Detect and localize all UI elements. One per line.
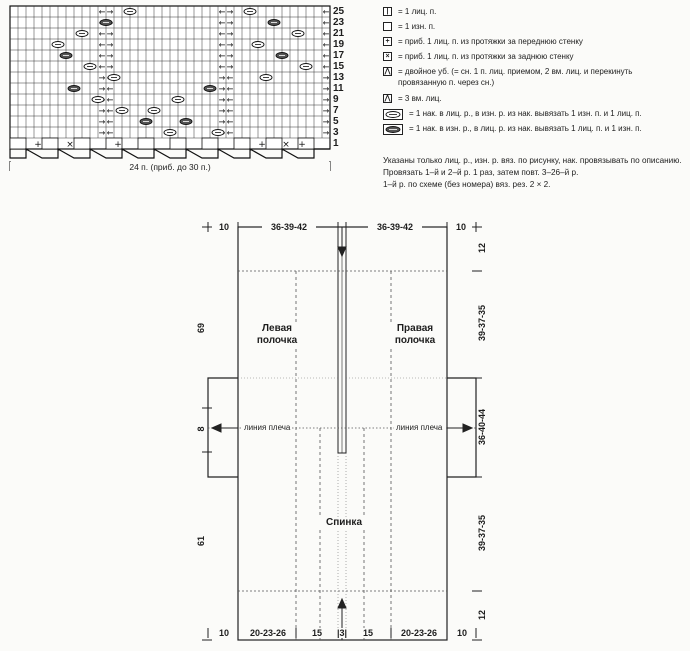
legend-row <box>383 51 683 66</box>
legend-row <box>383 123 683 138</box>
chart-width-label: 24 п. (приб. до 30 п.) <box>10 162 330 172</box>
chart-arrow: ← <box>106 106 114 116</box>
chart-arrow: → <box>322 106 330 116</box>
chart-arrow: ← <box>218 29 226 39</box>
chart-arrow: ← <box>98 29 106 39</box>
chart-arrow: → <box>226 7 234 17</box>
chart-arrow: → <box>226 29 234 39</box>
oval-icon <box>383 109 403 120</box>
chart-arrow: ← <box>322 29 330 39</box>
double-dec-icon: ⋀ <box>384 68 391 75</box>
legend-row <box>383 66 683 93</box>
inc-front-icon: + <box>383 37 392 46</box>
bottom-dim-band: |3| <box>334 628 350 638</box>
inc-back-icon: × <box>383 52 392 61</box>
chart-arrow: → <box>106 29 114 39</box>
chart-arrow: ← <box>226 84 234 94</box>
chart-arrow: → <box>218 84 226 94</box>
chart-arrow: → <box>218 106 226 116</box>
chart-arrow: → <box>322 73 330 83</box>
right-dim-bottom-rib: 12 <box>477 606 487 624</box>
chart-rib-symbol: + <box>34 140 42 150</box>
symbol-legend <box>383 6 683 138</box>
row-number: 7 <box>333 105 339 116</box>
row-number: 3 <box>333 127 339 138</box>
chart-rib-symbol: × <box>66 140 74 150</box>
row-number: 9 <box>333 94 339 105</box>
right-front-label: Правая полочка <box>387 323 443 347</box>
top-dim-right-front: 36-39-42 <box>368 222 422 232</box>
chart-arrow: → <box>98 84 106 94</box>
chart-arrow: ← <box>322 51 330 61</box>
chart-arrow: ← <box>226 117 234 127</box>
legend-row <box>383 21 683 36</box>
chart-arrow: → <box>322 117 330 127</box>
chart-arrow: → <box>226 18 234 28</box>
legend-text: = 1 изн. п. <box>398 22 436 31</box>
chart-rib-symbol: + <box>114 140 122 150</box>
chart-arrow: ← <box>322 40 330 50</box>
chart-arrow: ← <box>226 106 234 116</box>
row-number: 11 <box>333 83 344 94</box>
shoulder-line-label-right: линия плеча <box>396 423 443 432</box>
legend-row <box>383 108 683 123</box>
chart-arrow: ← <box>106 117 114 127</box>
chart-arrow: ← <box>226 128 234 138</box>
chart-rib-symbol: + <box>298 140 306 150</box>
chart-arrow: ← <box>218 18 226 28</box>
chart-arrow: ← <box>218 62 226 72</box>
row-number: 23 <box>333 17 345 28</box>
chart-arrow: → <box>218 73 226 83</box>
chart-notes <box>383 155 688 191</box>
left-front-label: Левая полочка <box>252 323 302 347</box>
right-dim-upper: 39-37-35 <box>477 298 487 348</box>
rib-edge <box>10 149 330 158</box>
chart-arrow: ← <box>218 51 226 61</box>
right-dim-top-rib: 12 <box>477 239 487 257</box>
legend-text: = двойное уб. (= сн. 1 п. лиц. приемом, 2 вм. лиц. и перекинуть <box>398 67 633 76</box>
bottom-dim-right-side: 20-23-26 <box>395 628 443 638</box>
chart-arrow: → <box>98 117 106 127</box>
left-dim-shoulder: 8 <box>196 421 206 437</box>
chart-arrow: → <box>106 51 114 61</box>
chart-arrow: → <box>218 95 226 105</box>
bottom-dim-left-center: 15 <box>306 628 328 638</box>
k3tog-icon: ⋀ <box>384 95 391 102</box>
legend-text: = 1 нак. в лиц. р., в изн. р. из нак. вывязать 1 изн. п. и 1 лиц. п. <box>409 109 642 118</box>
row-number: 25 <box>333 6 345 17</box>
chart-arrow: → <box>98 106 106 116</box>
row-number: 15 <box>333 61 345 72</box>
legend-row <box>383 36 683 51</box>
chart-arrow: ← <box>322 7 330 17</box>
oval-dark-icon <box>383 124 403 135</box>
chart-arrow: ← <box>226 73 234 83</box>
shoulder-line-label-left: линия плеча <box>244 423 291 432</box>
chart-arrow: → <box>226 51 234 61</box>
chart-arrow: ← <box>98 7 106 17</box>
top-dim-left-margin: 10 <box>212 222 236 232</box>
top-dim-left-front: 36-39-42 <box>262 222 316 232</box>
row-number: 1 <box>333 138 339 149</box>
bottom-dim-left-margin: 10 <box>213 628 235 638</box>
bottom-dim-right-margin: 10 <box>451 628 473 638</box>
knit-icon: | <box>383 7 392 16</box>
bottom-dim-right-center: 15 <box>357 628 379 638</box>
chart-arrow: ← <box>98 40 106 50</box>
legend-text-continued: провязанную п. через сн.) <box>398 78 495 87</box>
row-number: 21 <box>333 28 345 39</box>
note-line-2: Провязать 1–й и 2–й р. 1 раз, затем повт. 3–26–й р. <box>383 168 579 177</box>
chart-arrow: → <box>106 7 114 17</box>
top-dim-right-margin: 10 <box>450 222 472 232</box>
legend-text: = приб. 1 лиц. п. из протяжки за переднюю стенку <box>398 37 583 46</box>
chart-arrow: → <box>226 40 234 50</box>
right-dim-lower: 39-37-35 <box>477 508 487 558</box>
chart-grid <box>10 6 330 171</box>
legend-text: = 3 вм. лиц. <box>398 94 442 103</box>
chart-arrow: → <box>218 117 226 127</box>
chart-arrow: → <box>226 62 234 72</box>
chart-arrow: → <box>98 128 106 138</box>
chart-arrow: ← <box>218 40 226 50</box>
chart-arrow: → <box>322 128 330 138</box>
note-line-3: 1–й р. по схеме (без номера) вяз. рез. 2 × 2. <box>383 180 551 189</box>
left-dim-upper: 69 <box>196 316 206 340</box>
chart-rib-symbol: × <box>282 140 290 150</box>
bottom-dim-left-side: 20-23-26 <box>244 628 292 638</box>
row-number: 13 <box>333 72 345 83</box>
note-line-1: Указаны только лиц. р., изн. р. вяз. по рисунку, нак. провязывать по описанию. <box>383 156 682 165</box>
purl-icon <box>383 22 392 31</box>
chart-arrow: → <box>322 84 330 94</box>
row-number: 19 <box>333 39 345 50</box>
legend-text: = приб. 1 лиц. п. из протяжки за заднюю стенку <box>398 52 574 61</box>
chart-arrow: ← <box>322 62 330 72</box>
row-number: 17 <box>333 50 345 61</box>
chart-arrow: → <box>106 40 114 50</box>
legend-text: = 1 нак. в изн. р., в лиц. р. из нак. вывязать 1 лиц. п. и 1 изн. п. <box>409 124 642 133</box>
row-number: 5 <box>333 116 339 127</box>
back-label: Спинка <box>317 517 371 529</box>
right-dim-sleeve: 36-40-44 <box>477 402 487 452</box>
chart-arrow: ← <box>106 95 114 105</box>
legend-text: = 1 лиц. п. <box>398 7 437 16</box>
left-dim-lower: 61 <box>196 531 206 551</box>
chart-arrow: ← <box>226 95 234 105</box>
legend-row <box>383 93 683 108</box>
chart-arrow: ← <box>322 18 330 28</box>
chart-arrow: ← <box>98 62 106 72</box>
chart-arrow: → <box>98 73 106 83</box>
chart-arrow: → <box>106 62 114 72</box>
chart-rib-symbol: + <box>258 140 266 150</box>
chart-arrow: ← <box>106 128 114 138</box>
legend-row <box>383 6 683 21</box>
chart-arrow: ← <box>106 84 114 94</box>
chart-arrow: → <box>322 95 330 105</box>
chart-arrow: ← <box>218 7 226 17</box>
chart-arrow: ← <box>98 51 106 61</box>
